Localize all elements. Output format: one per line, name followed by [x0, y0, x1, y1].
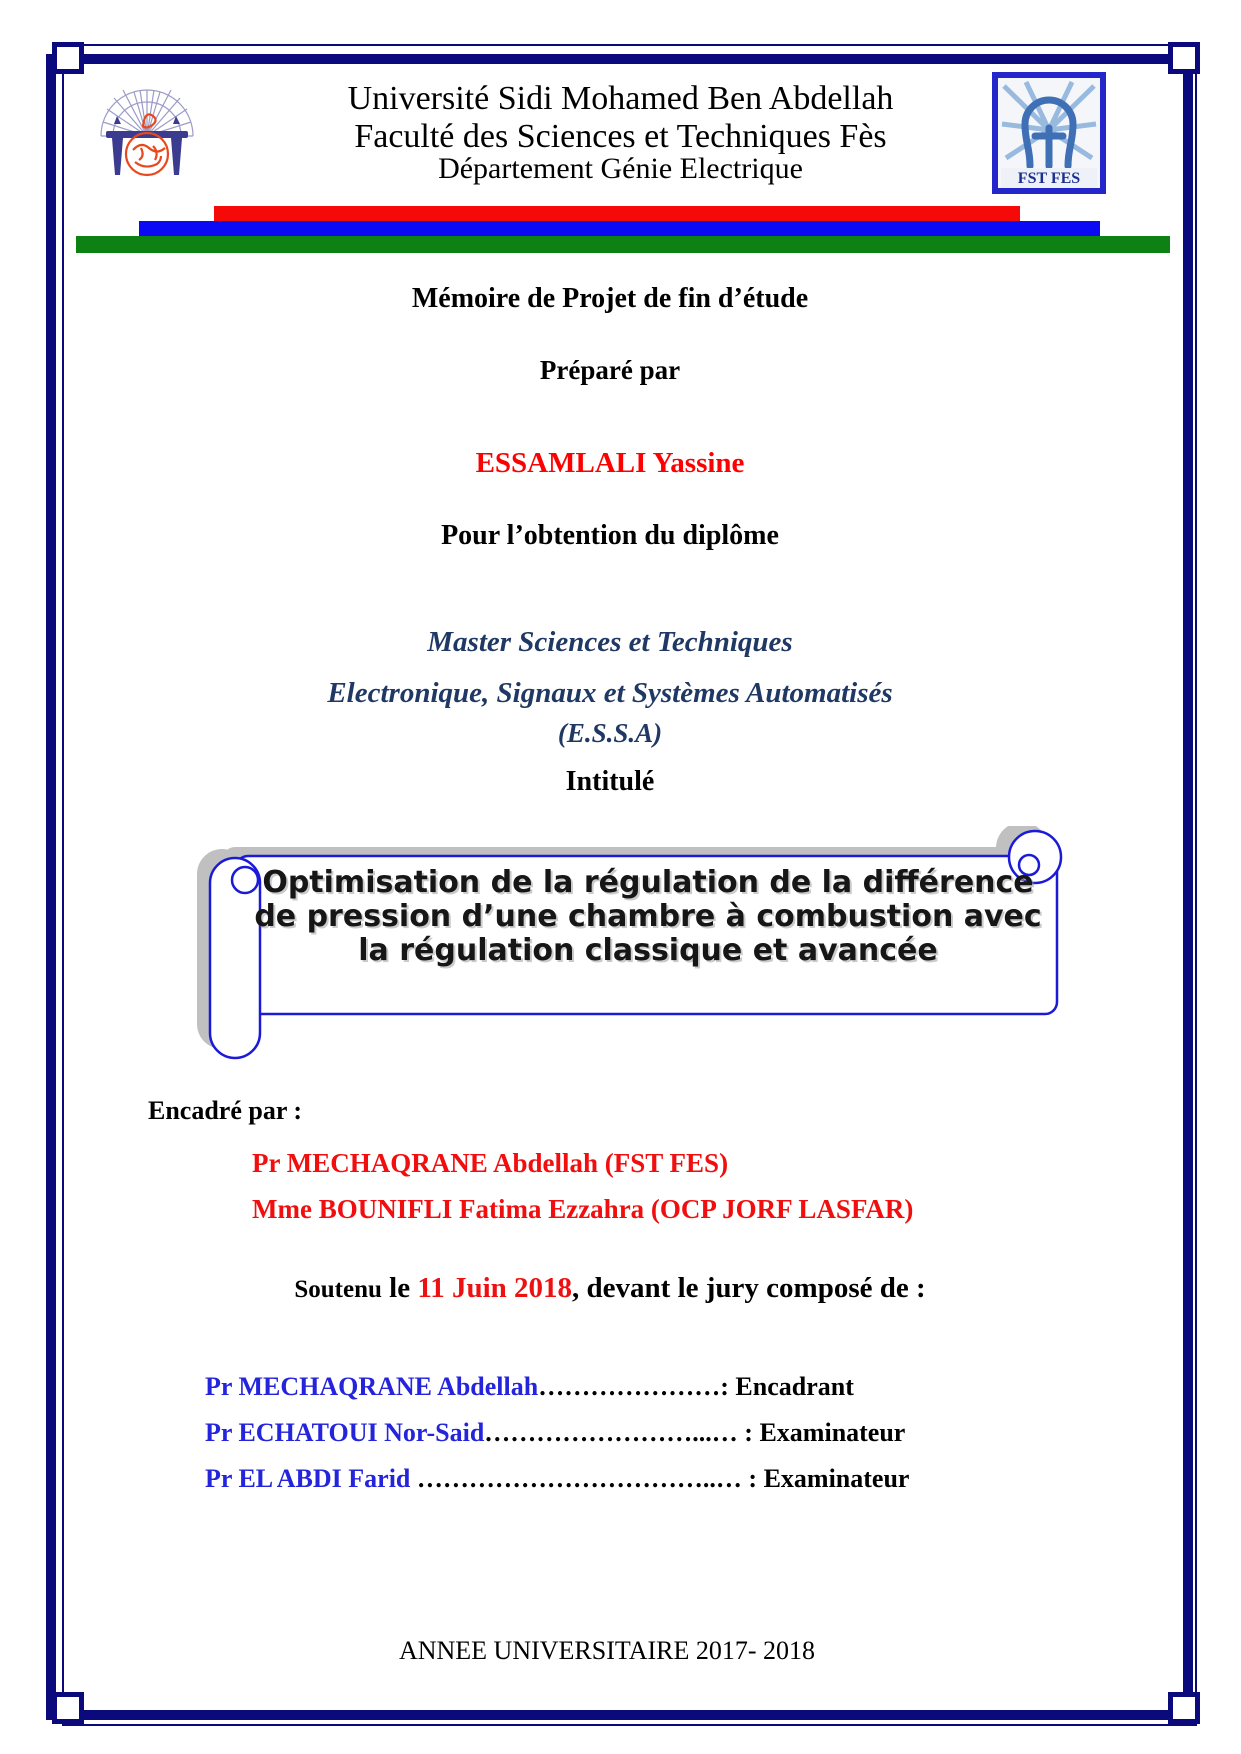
border-corner-ornament: [1168, 1692, 1200, 1724]
supervisor-2: Mme BOUNIFLI Fatima Ezzahra (OCP JORF LASFAR): [252, 1194, 914, 1224]
jury-dots: ……………………………..… :: [416, 1464, 764, 1493]
entitled-label: Intitulé: [565, 766, 655, 797]
thesis-title-line2: de pression d’une chambre à combustion avec: [254, 899, 1042, 934]
border-corner-ornament: [1168, 42, 1200, 74]
jury-role: Examinateur: [763, 1464, 910, 1493]
master-program-acronym: (E.S.S.A): [557, 718, 663, 748]
fst-logo-label: FST FES: [1017, 170, 1081, 187]
defense-prefix: Soutenu: [294, 1276, 382, 1303]
academic-year: ANNEE UNIVERSITAIRE 2017- 2018: [398, 1636, 816, 1665]
master-program-line2: Electronique, Signaux et Systèmes Automatisés: [327, 677, 893, 709]
memoire-line: Mémoire de Projet de fin d’étude: [411, 283, 809, 314]
thesis-title: [248, 866, 1048, 968]
defense-suffix: , devant le jury composé de :: [572, 1272, 926, 1304]
border-corner-ornament: [52, 1692, 84, 1724]
defense-date: 11 Juin 2018: [417, 1272, 573, 1304]
author-name: ESSAMLALI Yassine: [475, 447, 745, 479]
defense-line: [0, 1272, 1220, 1305]
prepared-by-line: Préparé par: [539, 355, 681, 385]
thesis-title-line3: la régulation classique et avancée: [358, 933, 938, 968]
diploma-line: Pour l’obtention du diplôme: [441, 520, 779, 551]
supervised-by-label: Encadré par :: [148, 1096, 303, 1125]
supervisor-1: Pr MECHAQRANE Abdellah (FST FES): [252, 1148, 729, 1178]
jury-dots: …………………:: [538, 1372, 736, 1401]
jury-role: Encadrant: [735, 1372, 854, 1401]
master-program-line1: Master Sciences et Techniques: [427, 626, 793, 658]
jury-row: [205, 1464, 909, 1494]
border-corner-ornament: [52, 42, 84, 74]
jury-member-name: Pr EL ABDI Farid: [205, 1464, 417, 1493]
department-name: Département Génie Electrique: [438, 152, 803, 185]
jury-member-name: Pr ECHATOUI Nor-Said: [205, 1418, 485, 1447]
green-bar: [76, 236, 1170, 253]
jury-row: [205, 1418, 905, 1448]
thesis-title-line1: Optimisation de la régulation de la différence: [262, 865, 1034, 900]
jury-member-name: Pr MECHAQRANE Abdellah: [205, 1372, 539, 1401]
defense-mid: le: [381, 1272, 418, 1304]
jury-role: Examinateur: [759, 1418, 906, 1447]
university-name: Université Sidi Mohamed Ben Abdellah: [347, 80, 894, 117]
jury-row: [205, 1372, 854, 1402]
jury-dots: ……………………...… :: [484, 1418, 760, 1447]
faculty-name: Faculté des Sciences et Techniques Fès: [354, 118, 887, 155]
